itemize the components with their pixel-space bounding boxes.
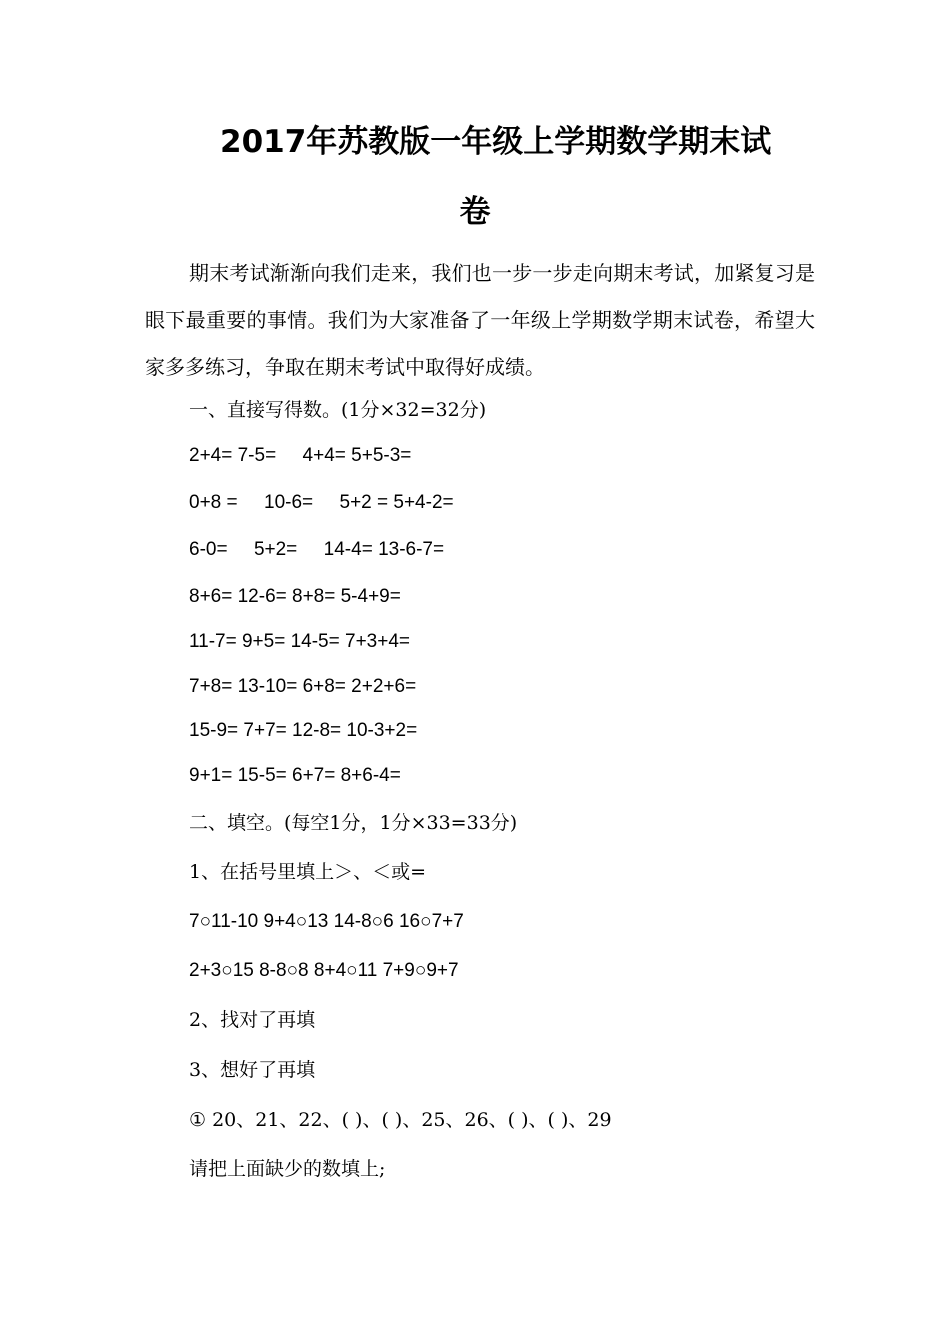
arithmetic-row: 6-0= 5+2= 14-4= 13-6-7= bbox=[189, 539, 445, 560]
arithmetic-row: 7+8= 13-10= 6+8= 2+2+6= bbox=[189, 676, 417, 697]
arithmetic-row: 11-7= 9+5= 14-5= 7+3+4= bbox=[189, 631, 410, 652]
arithmetic-row: 8+6= 12-6= 8+8= 5-4+9= bbox=[189, 586, 401, 607]
question-1: 1、在括号里填上＞、＜或= bbox=[189, 861, 427, 883]
arithmetic-row: 9+1= 15-5= 6+7= 8+6-4= bbox=[189, 765, 401, 786]
section1-heading: 一、直接写得数。(1分×32=32分) bbox=[189, 399, 487, 421]
comparison-row: 2+3○15 8-8○8 8+4○11 7+9○9+7 bbox=[189, 960, 459, 981]
question-3-note: 请把上面缺少的数填上; bbox=[189, 1158, 386, 1180]
question-2: 2、找对了再填 bbox=[189, 1009, 316, 1031]
document-title-line-1: 2017年苏教版一年级上学期数学期末试 bbox=[220, 124, 772, 160]
intro-paragraph: 期末考试渐渐向我们走来，我们也一步一步走向期末考试，加紧复习是眼下最重要的事情。我们为大家准备了一年级上学期数学期末试卷，希望大家多多练习，争取在期末考试中取得好成绩。 bbox=[145, 261, 815, 379]
section2-heading: 二、填空。(每空1分，1分×33=33分) bbox=[189, 812, 518, 834]
question-3: 3、想好了再填 bbox=[189, 1059, 316, 1081]
arithmetic-row: 0+8 = 10-6= 5+2 = 5+4-2= bbox=[189, 492, 454, 513]
document-title-line-2: 卷 bbox=[459, 194, 491, 230]
sequence-row: ① 20、21、22、( )、( )、25、26、( )、( )、29 bbox=[189, 1109, 612, 1131]
comparison-row: 7○11-10 9+4○13 14-8○6 16○7+7 bbox=[189, 911, 464, 932]
arithmetic-row: 15-9= 7+7= 12-8= 10-3+2= bbox=[189, 720, 418, 741]
arithmetic-row: 2+4= 7-5= 4+4= 5+5-3= bbox=[189, 445, 412, 466]
